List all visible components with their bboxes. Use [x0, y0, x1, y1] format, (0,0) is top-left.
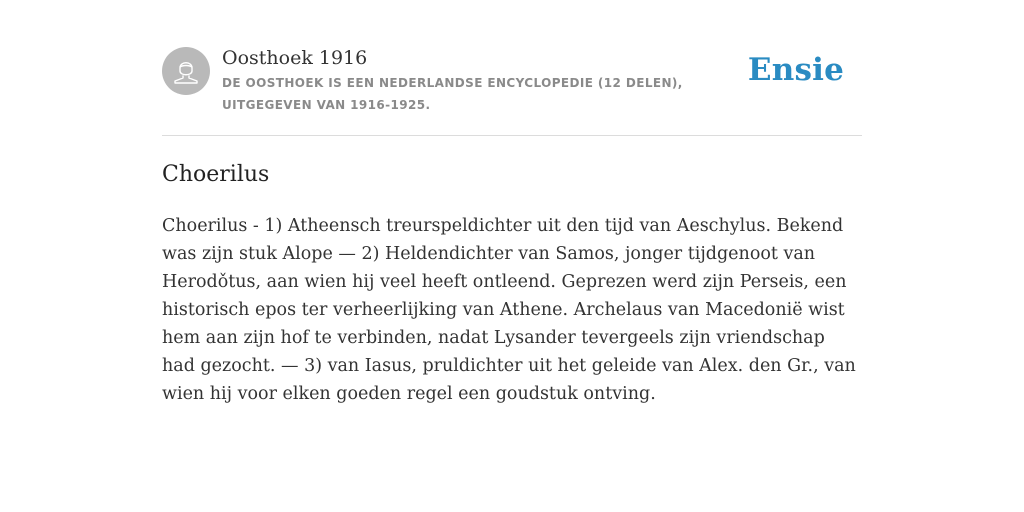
user-icon [162, 47, 210, 95]
source-avatar[interactable] [162, 47, 210, 95]
entry-body: Choerilus - 1) Atheensch treurspeldichter uit den tijd van Aeschylus. Bekend was zijn stuk Alope — 2) Heldendichter van Samos, jonger tijdgenoot van Herodǒtus, aan wien hij veel heeft ontleend. Geprezen werd zijn Perseis, een historisch epos ter verheerlijking van Athene. Archelaus van Macedonië wist hem aan zijn hof te verbinden, nadat Lysander tevergeels zijn vriendschap had gezocht. — 3) van Iasus, pruldichter uit het geleide van Alex. den Gr., van wien hij voor elken goeden regel een goudstuk ontving. [162, 216, 856, 404]
entry-title: Choerilus [162, 162, 270, 187]
ensie-logo[interactable]: Ensie [747, 52, 844, 88]
source-header [162, 46, 862, 136]
source-title[interactable]: Oosthoek 1916 [222, 47, 368, 69]
source-description: DE OOSTHOEK IS EEN NEDERLANDSE ENCYCLOPEDIE (12 DELEN), UITGEGEVEN VAN 1916-1925. [222, 76, 683, 112]
